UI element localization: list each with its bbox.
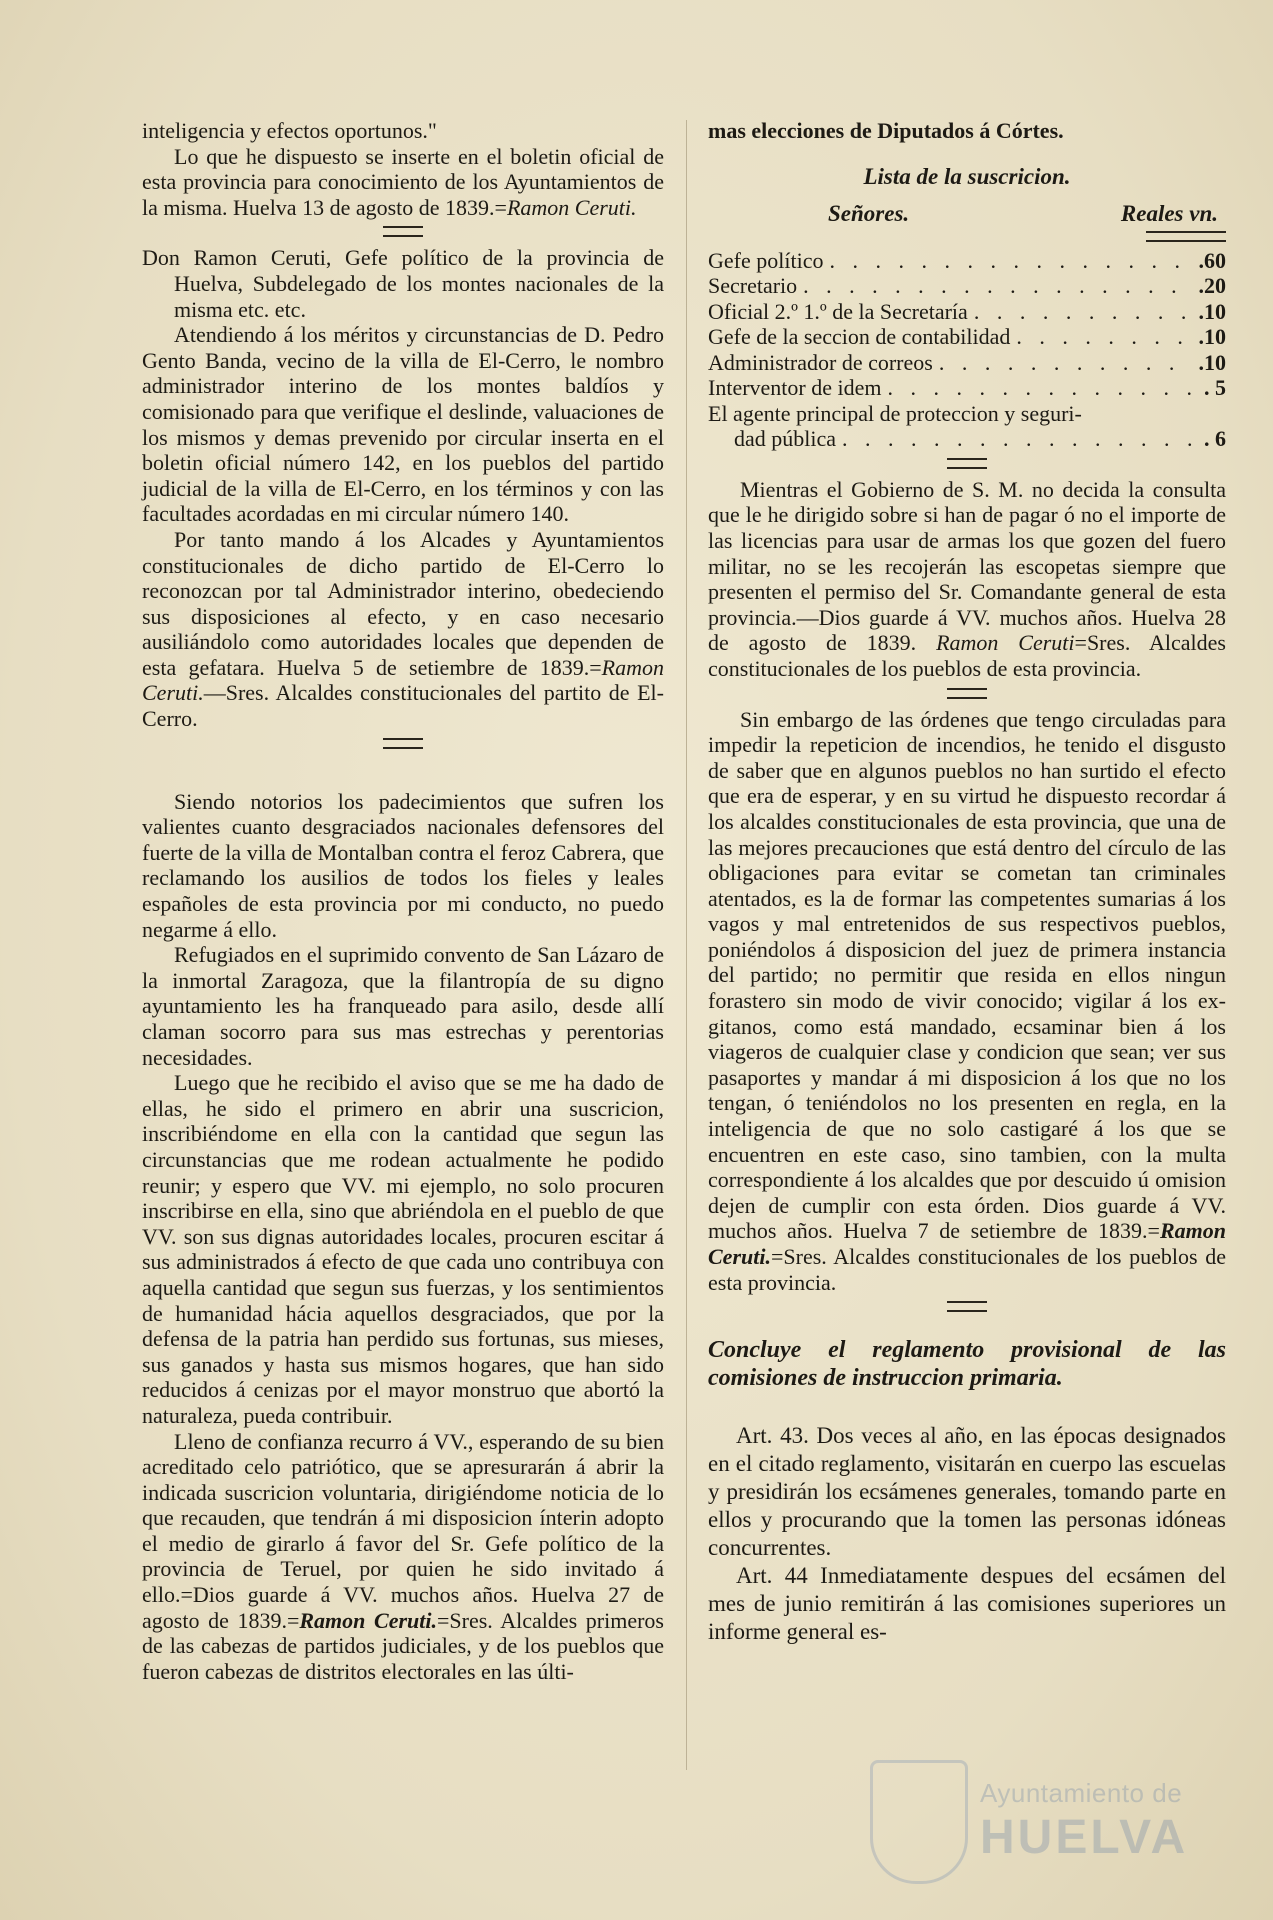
column-divider	[686, 120, 687, 1770]
list-item: Oficial 2.º 1.º de la Secretaría . . . .10	[708, 299, 1226, 325]
separator	[947, 688, 987, 699]
separator	[947, 1301, 987, 1312]
list-title: Lista de la suscricion.	[863, 163, 1071, 189]
signature: Ramon Ceruti.	[506, 194, 637, 220]
signature: Ramon Ceruti.	[299, 1607, 437, 1633]
paragraph-montalban: Siendo notorios los padecimientos que sufren los valientes cuanto desgraciados nacionales defensores del fuerte de la villa de Montalban contra el feroz Cabrera, que reclamando los ausilios de todos los fieles y leales españoles de esta provincia por mi conducto, no puedo negarme á ello.	[142, 788, 664, 942]
paragraph-refugiados: Refugiados en el suprimido convento de San Lázaro de la inmortal Zaragoza, que la filantropía de su digno ayuntamiento les ha franqueado para asilo, desde allí claman socorro para sus mas estrechas y perentorias necesidades.	[142, 942, 664, 1070]
separator	[1146, 231, 1226, 242]
separator	[383, 738, 423, 749]
signature: Ramon Ceruti.	[708, 1218, 1226, 1269]
watermark-logo	[870, 1760, 1240, 1890]
paragraph-confianza: Lleno de confianza recurro á VV., esperando de su bien acreditado celo patriótico, que se apresurarán á abrir la indicada suscricion voluntaria, dirigiéndome noticia de lo que recauden, que tendrán á mi disposicion ínterin adopto el medio de girarlo á favor del Sr. Gefe político de la provincia de Teruel, por quien he sido invitado á ello.=Dios guarde á VV. muchos años. Huelva 27 de agosto de 1839.=Ramon Ceruti.=Sres. Alcaldes primeros de las cabezas de partidos judiciales, y de los pueblos que fueron cabezas de distritos electorales en las últi-	[142, 1428, 664, 1684]
heading-decree: Don Ramon Ceruti, Gefe político de la provincia de Huelva, Subdelegado de los montes nacionales de la misma etc. etc.	[142, 245, 664, 322]
right-column	[708, 118, 1226, 1646]
paragraph-appointment: Atendiendo á los méritos y circunstancias de D. Pedro Gento Banda, vecino de la villa de El-Cerro, le nombro administrador interino de los montes baldíos y comisionado para que verifique el deslinde, valuaciones de los mismos y demas prevenido por circular inserta en el boletin oficial número 142, en los pueblos del partido judicial de la villa de El-Cerro, en los términos y con las facultades acordadas en mi circular número 140.	[142, 322, 664, 527]
list-item: Gefe de la seccion de contabilidad . . . .10	[708, 324, 1226, 350]
shield-icon	[870, 1760, 968, 1884]
list-item: El agente principal de proteccion y seguri-	[708, 400, 1082, 426]
left-column	[142, 118, 664, 1684]
paragraph-disposition: Lo que he dispuesto se inserte en el boletin oficial de esta provincia para conocimiento de los Ayuntamientos de la misma. Huelva 13 de agosto de 1839.=Ramon Ceruti.	[142, 143, 664, 220]
watermark-line1: Ayuntamiento de	[980, 1778, 1183, 1808]
list-header-right: Reales vn.	[1120, 201, 1218, 227]
list-item: Gefe político . . . .60	[708, 248, 1226, 274]
list-item: Interventor de idem . . . . 5	[708, 375, 1226, 401]
list-item: Administrador de correos . . . .10	[708, 350, 1226, 376]
paragraph-licencias: Mientras el Gobierno de S. M. no decida la consulta que le he dirigido sobre si han de pagar ó no el importe de las licencias para usar de armas los que gozen del fuero militar, no se les recojerán las escopetas siempre que presenten el permiso del Sr. Comandante general de esta provincia.—Dios guarde á VV. muchos años. Huelva 28 de agosto de 1839. Ramon Ceruti=Sres. Alcaldes constitucionales de los pueblos de esta provincia.	[708, 476, 1226, 681]
list-header	[708, 201, 1226, 227]
list-item: dad pública . . . . 6	[708, 426, 1226, 452]
paragraph-continuation: inteligencia y efectos oportunos."	[142, 118, 437, 143]
subscription-list	[708, 248, 1226, 452]
paragraph-suscricion: Luego que he recibido el aviso que se me ha dado de ellas, he sido el primero en abrir una suscricion, inscribiéndome en ella con la cantidad que segun las circunstancias que me rodean actualmente he podido reunir; y espero que VV. mi ejemplo, no solo procuren inscribirse en ella, sino que abriéndola en el pueblo de que VV. son sus dignas autoridades locales, procuren escitar á sus administrados á efecto de que cada uno contribuya con aquella cantidad que segun sus fuerzas, y los sentimientos de humanidad hácia aquellos desgraciados, que por la defensa de la patria han perdido sus fortunas, sus mieses, sus ganados y hasta sus mismos hogares, que han sido reducidos á cenizas por el mayor monstruo que abortó la naturaleza, pueda contribuir.	[142, 1070, 664, 1428]
watermark-line2: HUELVA	[980, 1811, 1189, 1864]
article-43: Art. 43. Dos veces al año, en las épocas designados en el citado reglamento, visitarán en cuerpo las escuelas y presidirán los ecsámenes generales, tomando parte en ellos y procurando que la tomen las personas idóneas concurrentes.	[708, 1423, 1226, 1561]
list-item: Secretario . . . .20	[708, 273, 1226, 299]
separator	[947, 458, 987, 469]
section-title: Concluye el reglamento provisional de las comisiones de instruccion primaria.	[708, 1337, 1226, 1392]
separator	[383, 226, 423, 237]
article-44: Art. 44 Inmediatamente despues del ecsámen del mes de junio remitirán á las comisiones superiores un informe general es-	[708, 1563, 1226, 1645]
signature: Ramon Ceruti.	[142, 654, 664, 706]
paragraph-order: Por tanto mando á los Alcades y Ayuntamientos constitucionales de dicho partido de El-Cerro lo reconozcan por tal Administrador interino, obedeciendo sus disposiciones al efecto, y en caso necesario ausiliándolo como autoridades locales que dependen de esta gefatara. Huelva 5 de setiembre de 1839.=Ramon Ceruti.—Sres. Alcaldes constitucionales del partito de El-Cerro.	[142, 526, 664, 732]
list-header-left: Señores.	[828, 201, 910, 227]
paragraph-incendios: Sin embargo de las órdenes que tengo circuladas para impedir la repeticion de incendios, he tenido el disgusto de saber que en algunos pueblos no han surtido el efecto que era de esperar, y en su virtud he dispuesto recordar á los alcaldes constitucionales de esta provincia, que una de las mejores precauciones que está dentro del círculo de las obligaciones para evitar se cometan tan criminales atentados, es la de formar las competentes sumarias á los vagos y mal entretenidos de sus respectivos pueblos, poniéndolos á disposicion del juez de primera instancia del partido; no permitir que resida en ellos ningun forastero sin modo de vivir conocido; vigilar á los ex-gitanos, como está mandado, ecsaminar bien á los viageros de cualquier clase y condicion que sean; ver sus pasaportes y mandar á mi disposicion á los que no los tengan, ó teniéndolos no los presenten en regla, en la inteligencia de que no solo castigaré á los que se encuentren en este caso, sino tambien, con la multa correspondiente á los alcaldes que por descuido ú omision dejen de cumplir con esta órden. Dios guarde á VV. muchos años. Huelva 7 de setiembre de 1839.=Ramon Ceruti.=Sres. Alcaldes constitucionales de los pueblos de esta provincia.	[708, 706, 1226, 1295]
paragraph-continuation: mas elecciones de Diputados á Córtes.	[708, 118, 1064, 143]
signature: Ramon Ceruti	[936, 630, 1075, 656]
